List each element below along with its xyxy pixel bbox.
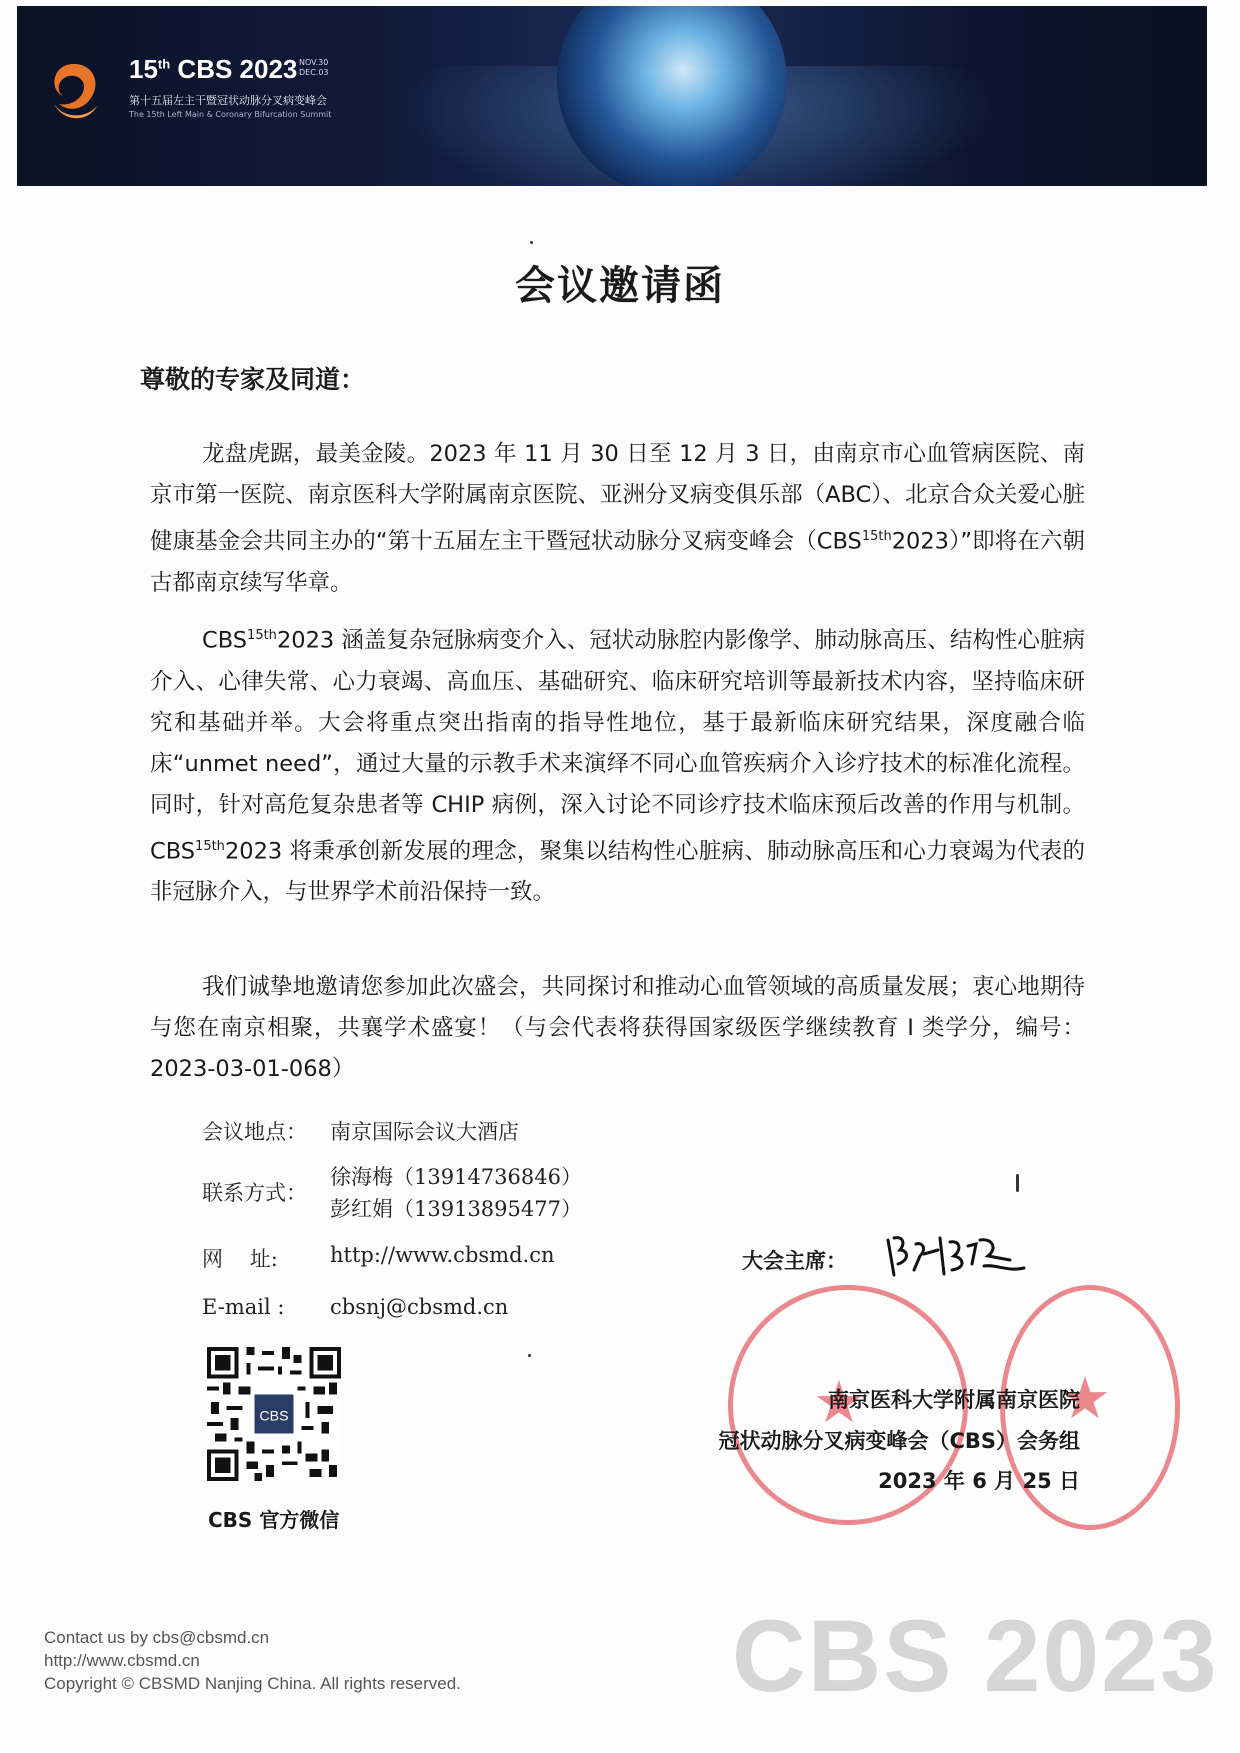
salutation: 尊敬的专家及同道： [140,365,366,394]
footer-contact: Contact us by cbs@cbsmd.cn [44,1628,270,1647]
header-banner [17,6,1207,186]
organizer-committee: 冠状动脉分叉病变峰会（CBS）会务组 [718,1429,1080,1453]
website-label: 网 址: [202,1247,278,1271]
wechat-qr-code[interactable] [206,1347,342,1481]
letter-title: 会议邀请函 [515,263,725,309]
signature-image [880,1220,1030,1290]
footer-url[interactable]: http://www.cbsmd.cn [44,1651,200,1670]
paragraph-invitation: 我们诚挚地邀请您参加此次盛会，共同探讨和推动心血管领域的高质量发展；衷心地期待与您在南京相聚，共襄学术盛宴！（与会代表将获得国家级医学继续教育 I 类学分，编号：2023-03-01-068） [150,974,1085,1082]
footer-copyright: Copyright © CBSMD Nanjing China. All rights reserved. [44,1674,461,1693]
banner-subtitle-cn: 第十五届左主干暨冠状动脉分叉病变峰会 [129,94,327,107]
paragraph-intro: 龙盘虎踞，最美金陵。2023 年 11 月 30 日至 12 月 3 日，由南京市心血管病医院、南京市第一医院、南京医科大学附属南京医院、亚洲分叉病变俱乐部（ABC）、北京合众关爱心脏健康基金会共同主办的“第十五届左主干暨冠状动脉分叉病变峰会$(CBS^{15th}2023)$”即将在六朝古都南京续写华章。 [150,441,1085,596]
email-link[interactable]: cbsnj@cbsmd.cn [330,1295,509,1319]
contact-label: 联系方式： [202,1181,307,1205]
seal-star-icon: ★ [813,1368,865,1436]
globe-image [557,6,787,186]
letter-date: 2023 年 6 月 25 日 [878,1469,1080,1493]
organizer-hospital: 南京医科大学附属南京医院 [828,1388,1080,1412]
banner-date: NOV.30 DEC.03 [299,58,329,77]
scan-speck [530,241,533,244]
venue-label: 会议地点： [202,1120,307,1144]
seal-star-icon: ★ [1059,1364,1111,1432]
qr-center-label: CBS [259,1408,289,1425]
banner-subtitle-en: The 15th Left Main & Coronary Bifurcation Summit [129,110,332,119]
paragraph-topics: $CBS^{15th}2023$ 涵盖复杂冠脉病变介入、冠状动脉腔内影像学、肺动脉高压、结构性心脏病介入、心律失常、心力衰竭、高血压、基础研究、临床研究培训等最新技术内容，坚持临床研究和基础并举。大会将重点突出指南的指导性地位，基于最新临床研究结果，深度融合临床“unmet need”，通过大量的示教手术来演绎不同心血管疾病介入诊疗技术的标准化流程。同时，针对高危复杂患者等 CHIP 病例，深入讨论不同诊疗技术临床预后改善的作用与机制。$CBS^{15th}2023$ 将秉承创新发展的理念，聚集以结构性心脏病、肺动脉高压和心力衰竭为代表的非冠脉介入，与世界学术前沿保持一致。 [150,627,1085,905]
website-link[interactable]: http://www.cbsmd.cn [330,1243,555,1267]
footer-watermark: CBS 2023 [732,1599,1219,1713]
chair-label: 大会主席： [742,1249,847,1273]
cbs-logo-icon [39,56,109,126]
banner-title: 15th CBS 2023 [129,54,298,84]
qr-caption: CBS 官方微信 [208,1508,340,1532]
scan-speck [1016,1174,1019,1192]
contact-value-2: 彭红娟（13913895477） [330,1197,582,1221]
email-label: E-mail : [202,1295,285,1319]
contact-value-1: 徐海梅（13914736846） [330,1165,582,1189]
scan-speck [528,1354,531,1357]
venue-value: 南京国际会议大酒店 [330,1120,519,1144]
